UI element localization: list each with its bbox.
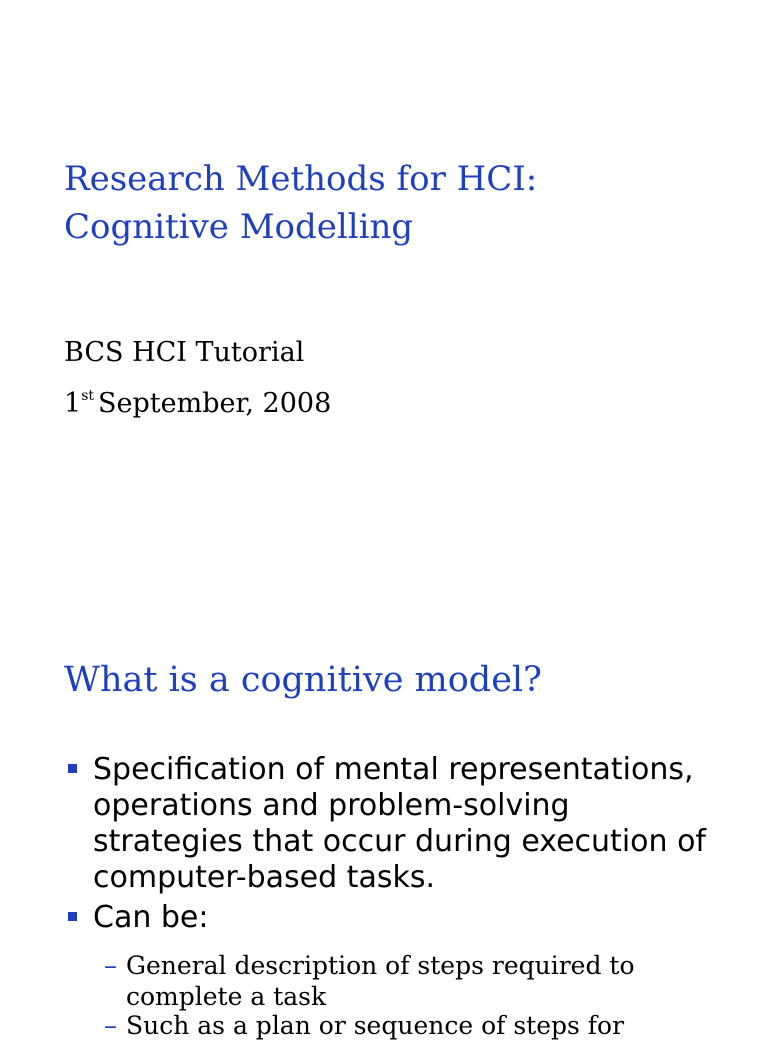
date-rest: September, 2008 xyxy=(98,388,332,419)
square-bullet-icon xyxy=(68,764,77,773)
date-day: 1 xyxy=(64,388,82,419)
sub-bullet-text: General description of steps required to complete a task xyxy=(126,951,635,1011)
bullet-text: Specification of mental representations, operations and problem-solving strategies that occur during execution of computer-based tasks. xyxy=(93,752,706,895)
bullet-text: Can be: xyxy=(93,900,209,935)
date-ordinal-suffix: st xyxy=(81,388,94,404)
slide-heading: What is a cognitive model? xyxy=(64,660,542,700)
sub-bullet-text: Such as a plan or sequence of steps for xyxy=(126,1011,625,1040)
presentation-title: Research Methods for HCI: Cognitive Modelling xyxy=(64,159,538,247)
dash-bullet-icon: – xyxy=(104,951,117,981)
dash-bullet-icon: – xyxy=(104,1011,117,1041)
content-slide xyxy=(0,600,768,1041)
square-bullet-icon xyxy=(68,912,77,921)
organization-subtitle: BCS HCI Tutorial xyxy=(64,337,305,368)
date-subtitle xyxy=(64,387,331,421)
